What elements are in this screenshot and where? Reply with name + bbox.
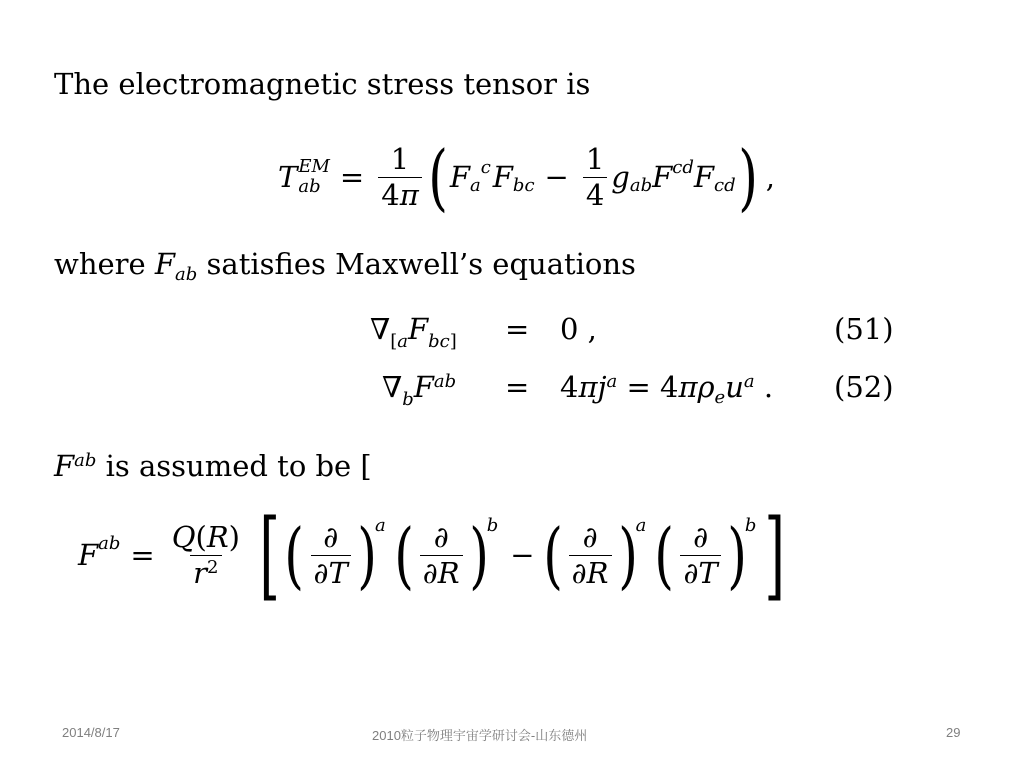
equation-51: $\nabla_{[a}F_{bc]}$ = 0 , (51) <box>370 312 894 352</box>
maxwell-intro-line: where $F_{ab}$ satisfies Maxwell’s equations <box>54 247 636 285</box>
equation-number-51: (51) <box>834 312 894 346</box>
assumed-line: $F^{ab}$ is assumed to be [ <box>54 449 372 483</box>
maxwell-text-before: where <box>54 247 146 281</box>
intro-text: The electromagnetic stress tensor is <box>54 67 591 101</box>
assumed-text: is assumed to be [ <box>105 449 372 483</box>
footer-date: 2014/8/17 <box>62 725 120 740</box>
footer-event: 2010粒子物理宇宙学研讨会-山东德州 <box>372 728 588 743</box>
equation-number-52: (52) <box>834 370 894 404</box>
equation-52: $\nabla_bF^{ab}$ = $4\pi j^a = 4\pi\rho_eu^a$ . (52) <box>382 370 894 410</box>
maxwell-text-after: satisfies Maxwell’s equations <box>206 247 636 281</box>
stress-tensor-equation: T EM ab = $\frac{1}{4\pi}$ ( F a c F bc − $\frac{1}{4}$ g ab F cd F cd ) , <box>278 135 775 219</box>
field-tensor-equation: F ab = $\frac{Q(R)}{r^2}$ [ ( $\frac{\partial}{\partial T}$ ) a ( $\frac{\partial}{\partial R}$ ) b − ( $\frac{\partial}{\partial R}$ ) a ( $\frac{\partial}{\partial T}$ ) b ] <box>78 499 786 611</box>
footer-page-number: 29 <box>946 725 961 740</box>
